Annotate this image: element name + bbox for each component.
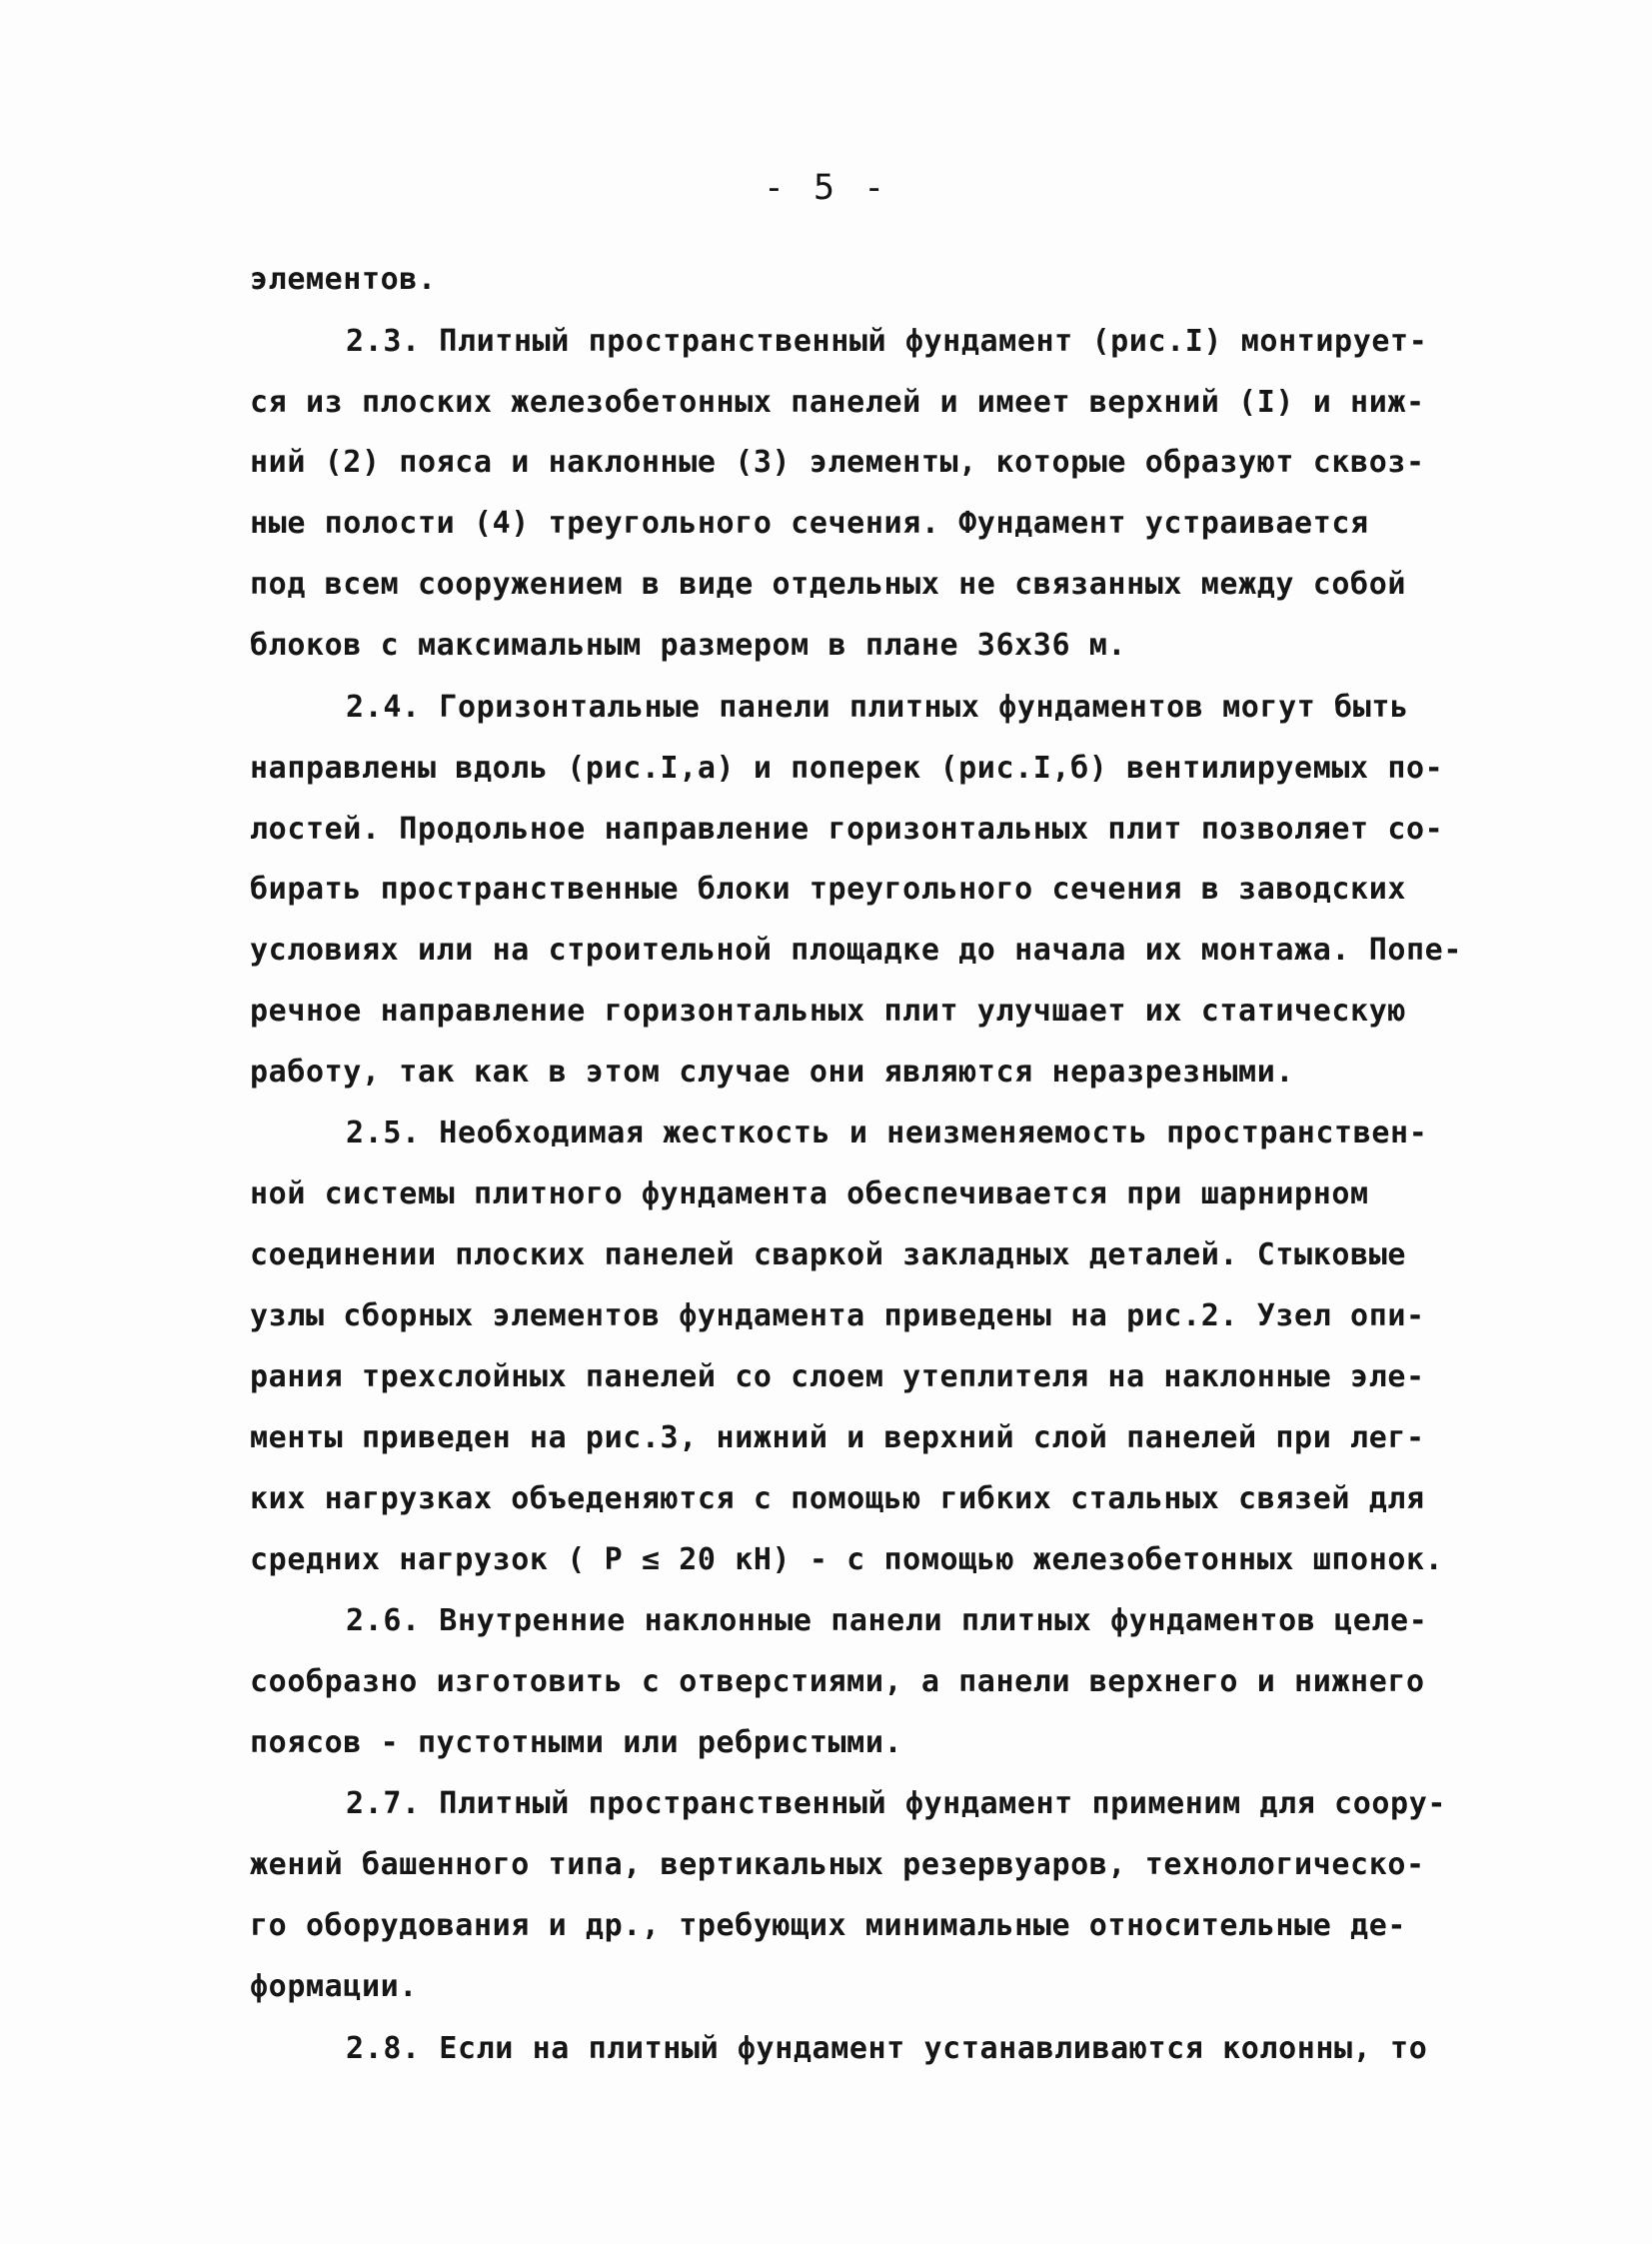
text-line: под всем сооружением в виде отдельных не связанных между собой: [250, 567, 1407, 602]
text-line: ной системы плитного фундамента обеспечивается при шарнирном: [250, 1176, 1369, 1211]
text-line: го оборудования и др., требующих минимальные относительные де-: [250, 1908, 1407, 1943]
text-line: 2.8. Если на плитный фундамент устанавливаются колонны, то: [346, 2031, 1428, 2066]
text-line: бирать пространственные блоки треугольного сечения в заводских: [250, 872, 1407, 907]
text-line: средних нагрузок ( Р ≤ 20 кН) - с помощью железобетонных шпонок.: [250, 1542, 1444, 1577]
text-line: формации.: [250, 1969, 418, 2004]
text-line: условиях или на строительной площадке до начала их монтажа. Попе-: [250, 933, 1462, 968]
text-line: сообразно изготовить с отверстиями, а панели верхнего и нижнего: [250, 1664, 1425, 1699]
text-line: жений башенного типа, вертикальных резервуаров, технологическо-: [250, 1847, 1425, 1882]
text-line: лостей. Продольное направление горизонтальных плит позволяет со-: [250, 812, 1444, 847]
text-line: поясов - пустотными или ребристыми.: [250, 1725, 903, 1760]
text-line: элементов.: [250, 262, 437, 297]
text-line: 2.6. Внутренние наклонные панели плитных фундаментов целе-: [346, 1603, 1428, 1638]
text-line: соединении плоских панелей сваркой закладных деталей. Стыковые: [250, 1237, 1407, 1272]
text-line: узлы сборных элементов фундамента приведены на рис.2. Узел опи-: [250, 1298, 1425, 1333]
text-line: 2.3. Плитный пространственный фундамент (рис.I) монтирует-: [346, 324, 1428, 359]
text-line: направлены вдоль (рис.I,а) и поперек (рис.I,б) вентилируемых по-: [250, 751, 1444, 786]
text-line: ких нагрузках объеденяются с помощью гибких стальных связей для: [250, 1481, 1425, 1516]
text-line: 2.7. Плитный пространственный фундамент применим для соору-: [346, 1786, 1447, 1821]
text-line: 2.4. Горизонтальные панели плитных фундаментов могут быть: [346, 690, 1409, 725]
text-line: ные полости (4) треугольного сечения. Фундамент устраивается: [250, 506, 1369, 541]
text-line: ся из плоских железобетонных панелей и имеет верхний (I) и ниж-: [250, 385, 1425, 420]
text-line: ний (2) пояса и наклонные (3) элементы, которые образуют сквоз-: [250, 445, 1425, 480]
text-line: менты приведен на рис.3, нижний и верхний слой панелей при лег-: [250, 1420, 1425, 1455]
text-line: рания трехслойных панелей со слоем утеплителя на наклонные эле-: [250, 1359, 1425, 1394]
text-line: речное направление горизонтальных плит улучшает их статическую: [250, 994, 1407, 1029]
text-line: 2.5. Необходимая жесткость и неизменяемость пространствен-: [346, 1116, 1428, 1150]
text-line: работу, так как в этом случае они являются неразрезными.: [250, 1055, 1295, 1090]
page-number: - 5 -: [763, 168, 889, 208]
text-line: блоков с максимальным размером в плане 36х36 м.: [250, 628, 1127, 663]
